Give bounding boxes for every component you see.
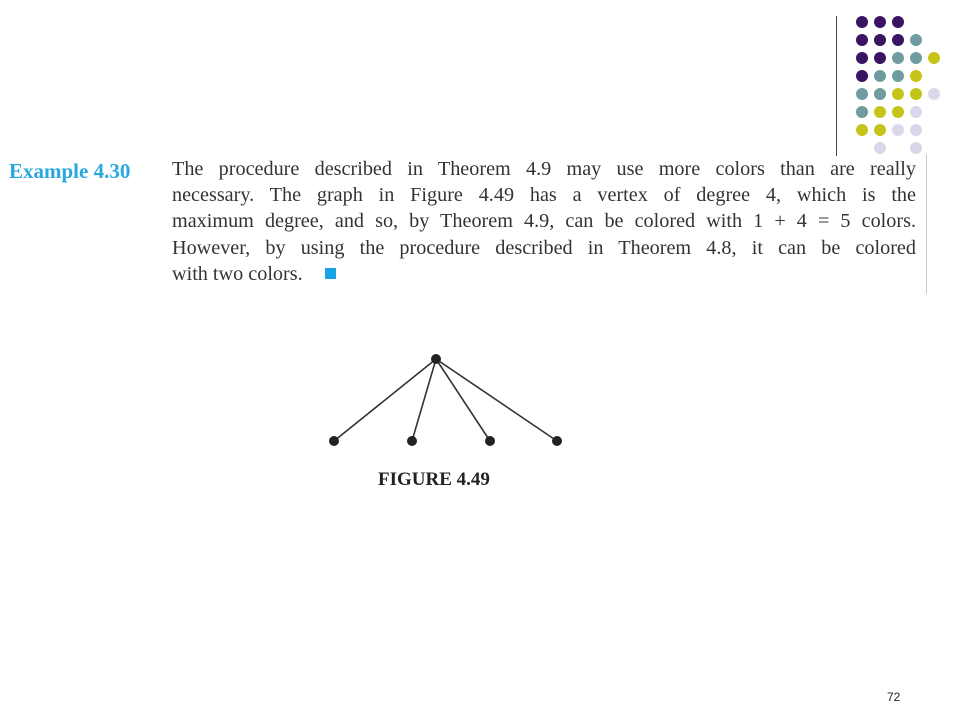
- graph-vertex-leaf: [329, 436, 339, 446]
- graph-vertex-leaf: [407, 436, 417, 446]
- graph-vertex-leaf: [552, 436, 562, 446]
- example-line: However, by using the procedure described in Theorem 4.8, it can be colored: [172, 236, 916, 259]
- graph-vertex-center: [431, 354, 441, 364]
- page-number: 72: [887, 690, 901, 704]
- figure-caption: FIGURE 4.49: [378, 469, 490, 490]
- graph-edge: [436, 359, 490, 441]
- example-line: with two colors.: [172, 262, 303, 285]
- example-label: Example 4.30: [9, 159, 131, 183]
- example-line: necessary. The graph in Figure 4.49 has a vertex of degree 4, which is the: [172, 184, 916, 207]
- graph-edge: [334, 359, 436, 441]
- graph-edge: [436, 359, 557, 441]
- example-line: maximum degree, and so, by Theorem 4.9, can be colored with 1 + 4 = 5 colors.: [172, 210, 916, 233]
- graph-edge: [412, 359, 436, 441]
- example-line: The procedure described in Theorem 4.9 may use more colors than are really: [172, 158, 916, 180]
- graph-vertex-leaf: [485, 436, 495, 446]
